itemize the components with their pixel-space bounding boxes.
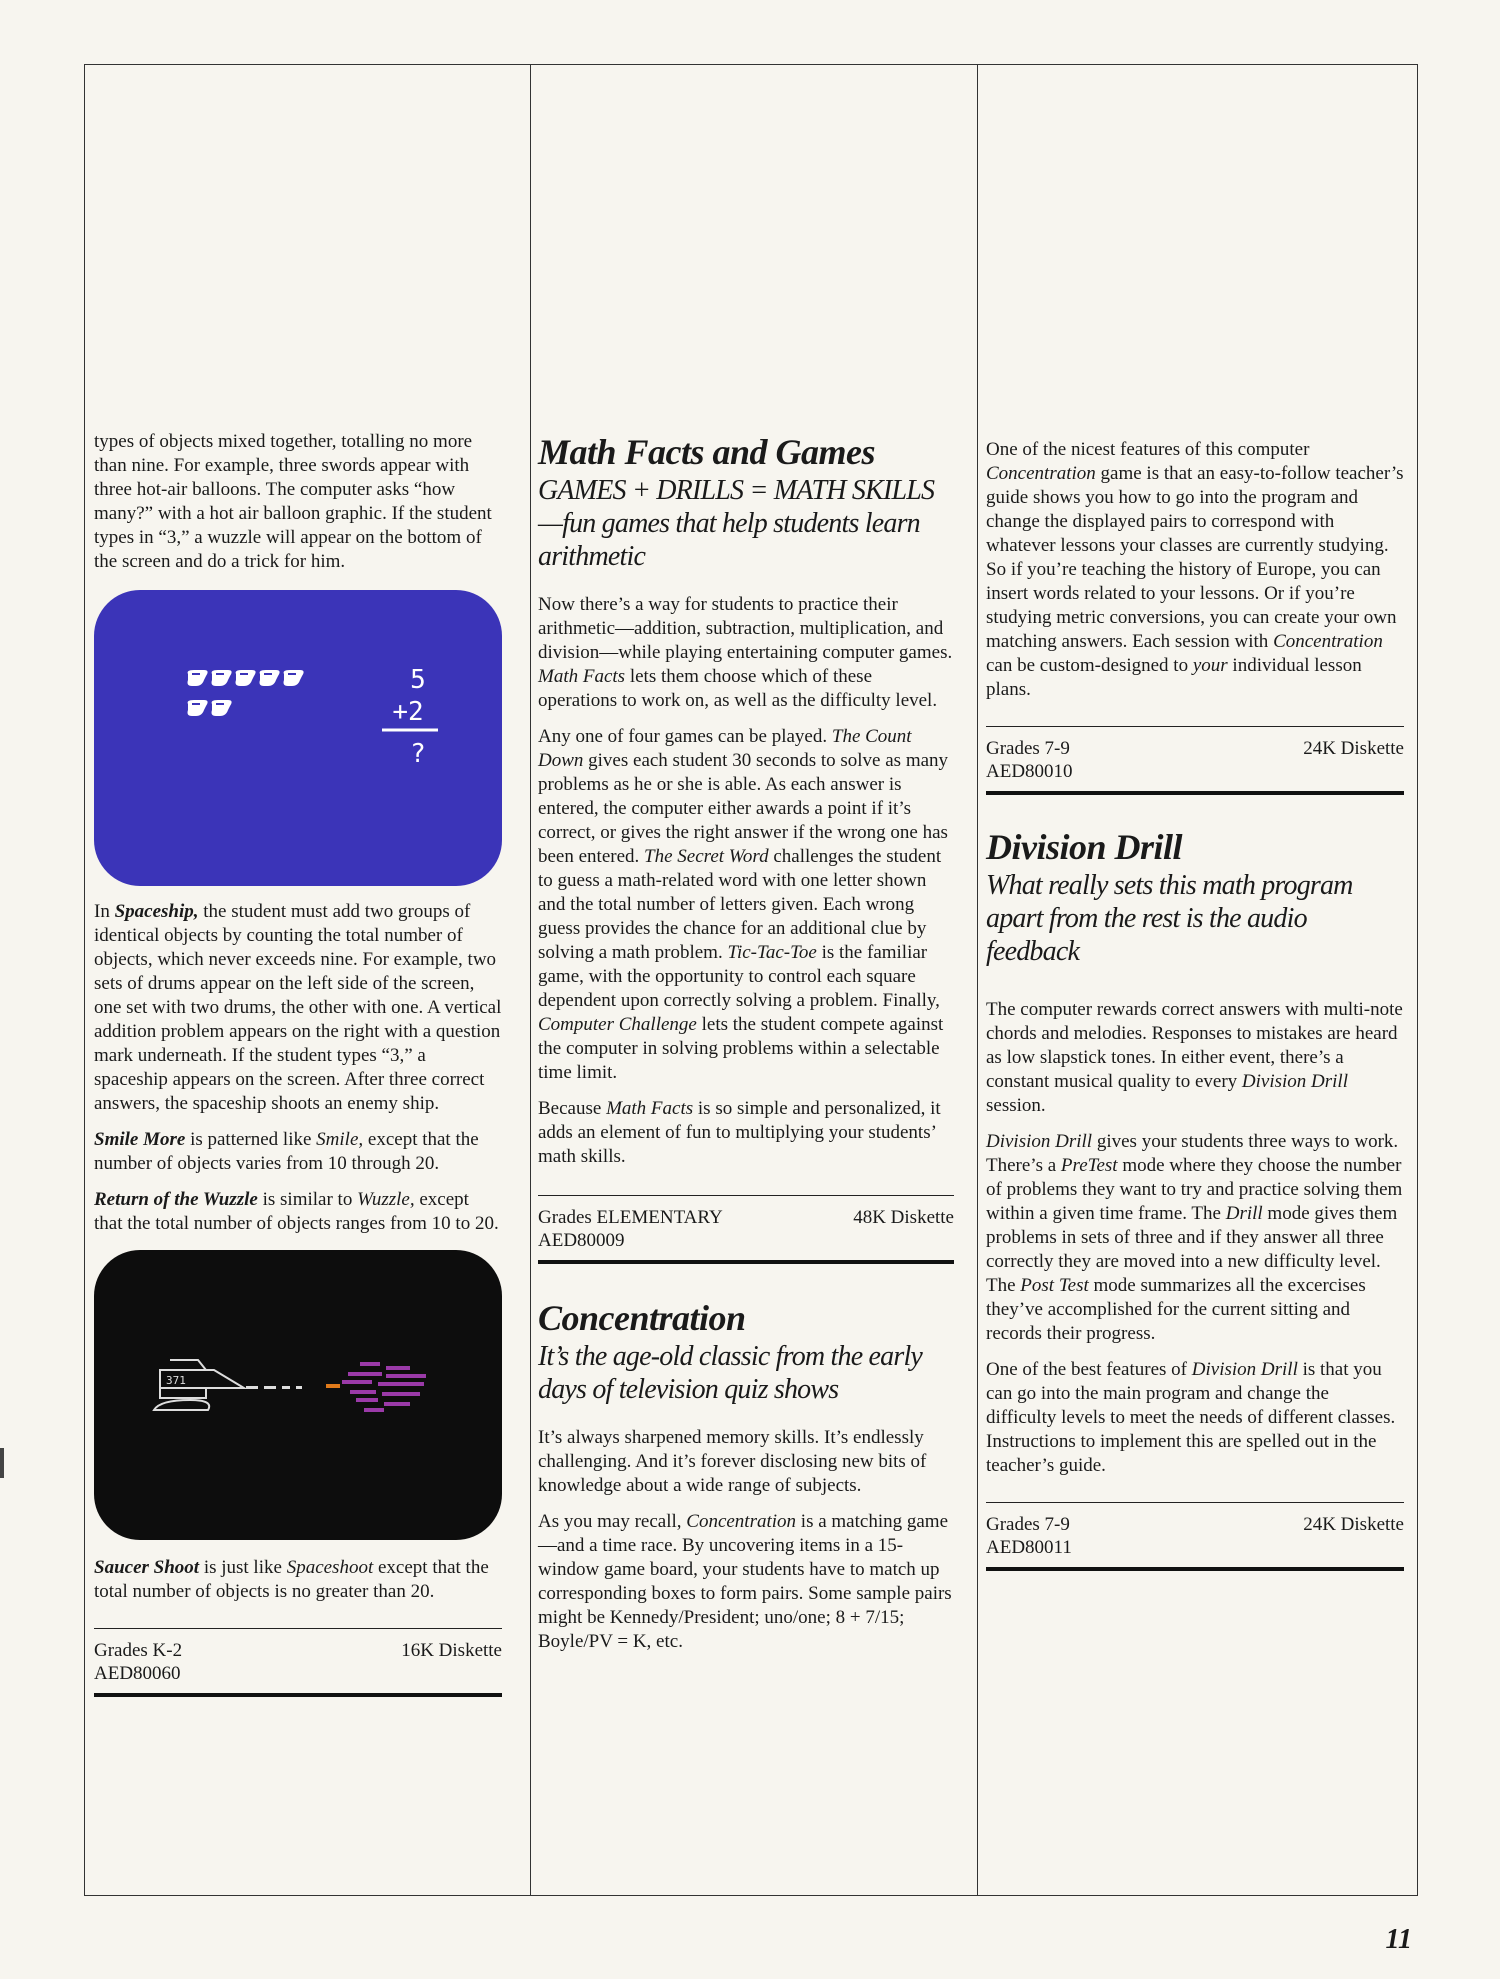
problem-top-number: 5 <box>410 665 426 695</box>
paragraph: The computer rewards correct answers with multi-note chords and melodies. Responses to mistakes are heard as low slapstick tones. In either event, there’s a constant musical quality to every Division Drill session. <box>986 999 1403 1116</box>
program-title: Smile More <box>94 1129 186 1150</box>
drum-set-1 <box>188 670 304 686</box>
paragraph: Any one of four games can be played. The Count Down gives each student 30 seconds to solve as many problems as he or she is able. As each answer is entered, the computer either awards a point if it’s correct, or gives the right answer if the wrong one has been entered. The Secret Word challenges the student to guess a math-related word with one letter shown and the total number of letters given. Each wrong guess provides the chance for an additional clue by solving a math problem. Tic-Tac-Toe is the familiar game, with the opportunity to control each square dependent upon correctly solving a problem. Finally, Computer Challenge lets the student compete against the computer in solving problems within a selectable time limit. <box>538 726 949 1083</box>
problem-answer: ? <box>410 739 426 769</box>
order-code: AED80060 <box>94 1663 181 1684</box>
section-subtitle: What really sets this math program apart from the rest is the audio feedback <box>986 870 1353 967</box>
paragraph: Because Math Facts is so simple and personalized, it adds an element of fun to multiplying your students’ math skills. <box>538 1098 941 1167</box>
page-number: 11 <box>1385 1924 1412 1955</box>
paragraph: One of the best features of Division Drill is that you can go into the main program and change the difficulty levels to meet the needs of different classes. Instructions to implement this are spelled out in the teacher’s guide. <box>986 1359 1396 1476</box>
saucer-screen-art <box>94 1250 502 1540</box>
enemy-ship-explosion <box>342 1362 426 1412</box>
paragraph: types of objects mixed together, totalling no more than nine. For example, three swords appear with three hot-air balloons. The computer asks “how many?” with a hot air balloon graphic. If the student types in “3,” a wuzzle will appear on the bottom of the screen and do a trick for him. <box>94 431 492 572</box>
section-subtitle: It’s the age-old classic from the early days of television quiz shows <box>538 1341 923 1405</box>
saucer-shoot-screenshot <box>94 1250 502 1540</box>
program-title: Saucer Shoot <box>94 1557 200 1578</box>
order-code: AED80009 <box>538 1230 625 1251</box>
problem-addend: +2 <box>392 697 424 727</box>
laser-dashes <box>246 1386 302 1389</box>
section-title: Division Drill <box>986 827 1183 867</box>
column-divider <box>977 64 978 1896</box>
section-title: Concentration <box>538 1298 746 1338</box>
paragraph: In Spaceship, the student must add two groups of identical objects by counting the total number of objects, which never exceeds nine. For example, two sets of drums appear on the left side of the screen, one set with two drums, the other with one. A vertical addition problem appears on the right with a question mark underneath. If the student types “3,” a spaceship appears on the screen. After three correct answers, the spaceship shoots an enemy ship. <box>94 901 502 1114</box>
ship-label: 371 <box>166 1374 186 1387</box>
spec-block <box>986 1502 1404 1571</box>
column-3 <box>986 438 1404 1571</box>
section-title: Math Facts and Games <box>538 432 876 472</box>
paragraph: Return of the Wuzzle is similar to Wuzzle, except that the total number of objects ranges from 10 to 20. <box>94 1189 499 1234</box>
column-divider <box>530 64 531 1896</box>
paragraph: One of the nicest features of this computer Concentration game is that an easy-to-follow teacher’s guide shows you how to go into the program and change the displayed pairs to correspond with whatever lessons your classes are currently studying. So if you’re teaching the history of Europe, you can insert words related to your lessons. Or if you’re studying metric conversions, you can create your own matching answers. Each session with Concentration can be custom-designed to your individual lesson plans. <box>986 439 1404 700</box>
spec-block <box>538 1195 954 1264</box>
grade-level: Grades ELEMENTARY <box>538 1207 723 1228</box>
grade-level: Grades 7-9 <box>986 738 1070 759</box>
disk-size: 16K Diskette <box>401 1640 502 1661</box>
order-code: AED80010 <box>986 761 1073 782</box>
spec-block <box>986 726 1404 795</box>
paragraph: As you may recall, Concentration is a matching game—and a time race. By uncovering items in a 15-window game board, your students have to match up corresponding boxes to form pairs. Some sample pairs might be Kennedy/President; uno/one; 8 + 7/15; Boyle/PV = K, etc. <box>538 1511 952 1652</box>
section-subtitle: GAMES + DRILLS = MATH SKILLS—fun games that help students learn arithmetic <box>538 475 935 572</box>
scan-edge-mark <box>0 1448 4 1478</box>
spaceship-screen-art <box>94 590 502 886</box>
disk-size: 24K Diskette <box>1303 738 1404 759</box>
paragraph: Saucer Shoot is just like Spaceshoot except that the total number of objects is no greater than 20. <box>94 1557 489 1602</box>
paragraph: Division Drill gives your students three ways to work. There’s a PreTest mode where they choose the number of problems they want to try and practice solving them within a given time frame. The Drill mode gives them problems in sets of three and if they answer all three correctly they are moved into a new difficulty level. The Post Test mode summarizes all the excercises they’ve accomplished for the current sitting and records their progress. <box>986 1131 1403 1344</box>
paragraph: It’s always sharpened memory skills. It’s endlessly challenging. And it’s forever disclosing new bits of knowledge about a wide range of subjects. <box>538 1427 927 1496</box>
paragraph: Now there’s a way for students to practice their arithmetic—addition, subtraction, multiplication, and division—while playing entertaining computer games. Math Facts lets them choose which of these operations to work on, as well as the difficulty level. <box>538 594 953 711</box>
program-title: Spaceship, <box>114 901 199 922</box>
grade-level: Grades 7-9 <box>986 1514 1070 1535</box>
laser-hit <box>326 1384 340 1388</box>
order-code: AED80011 <box>986 1537 1072 1558</box>
spec-block <box>94 1628 502 1697</box>
spaceship-screenshot <box>94 590 502 886</box>
disk-size: 48K Diskette <box>853 1207 954 1228</box>
program-title: Return of the Wuzzle <box>94 1189 258 1210</box>
drum-set-2 <box>188 700 232 716</box>
paragraph: Smile More is patterned like Smile, except that the number of objects varies from 10 through 20. <box>94 1129 479 1174</box>
column-1 <box>94 430 502 1697</box>
disk-size: 24K Diskette <box>1303 1514 1404 1535</box>
grade-level: Grades K-2 <box>94 1640 183 1661</box>
column-2 <box>538 432 954 1666</box>
